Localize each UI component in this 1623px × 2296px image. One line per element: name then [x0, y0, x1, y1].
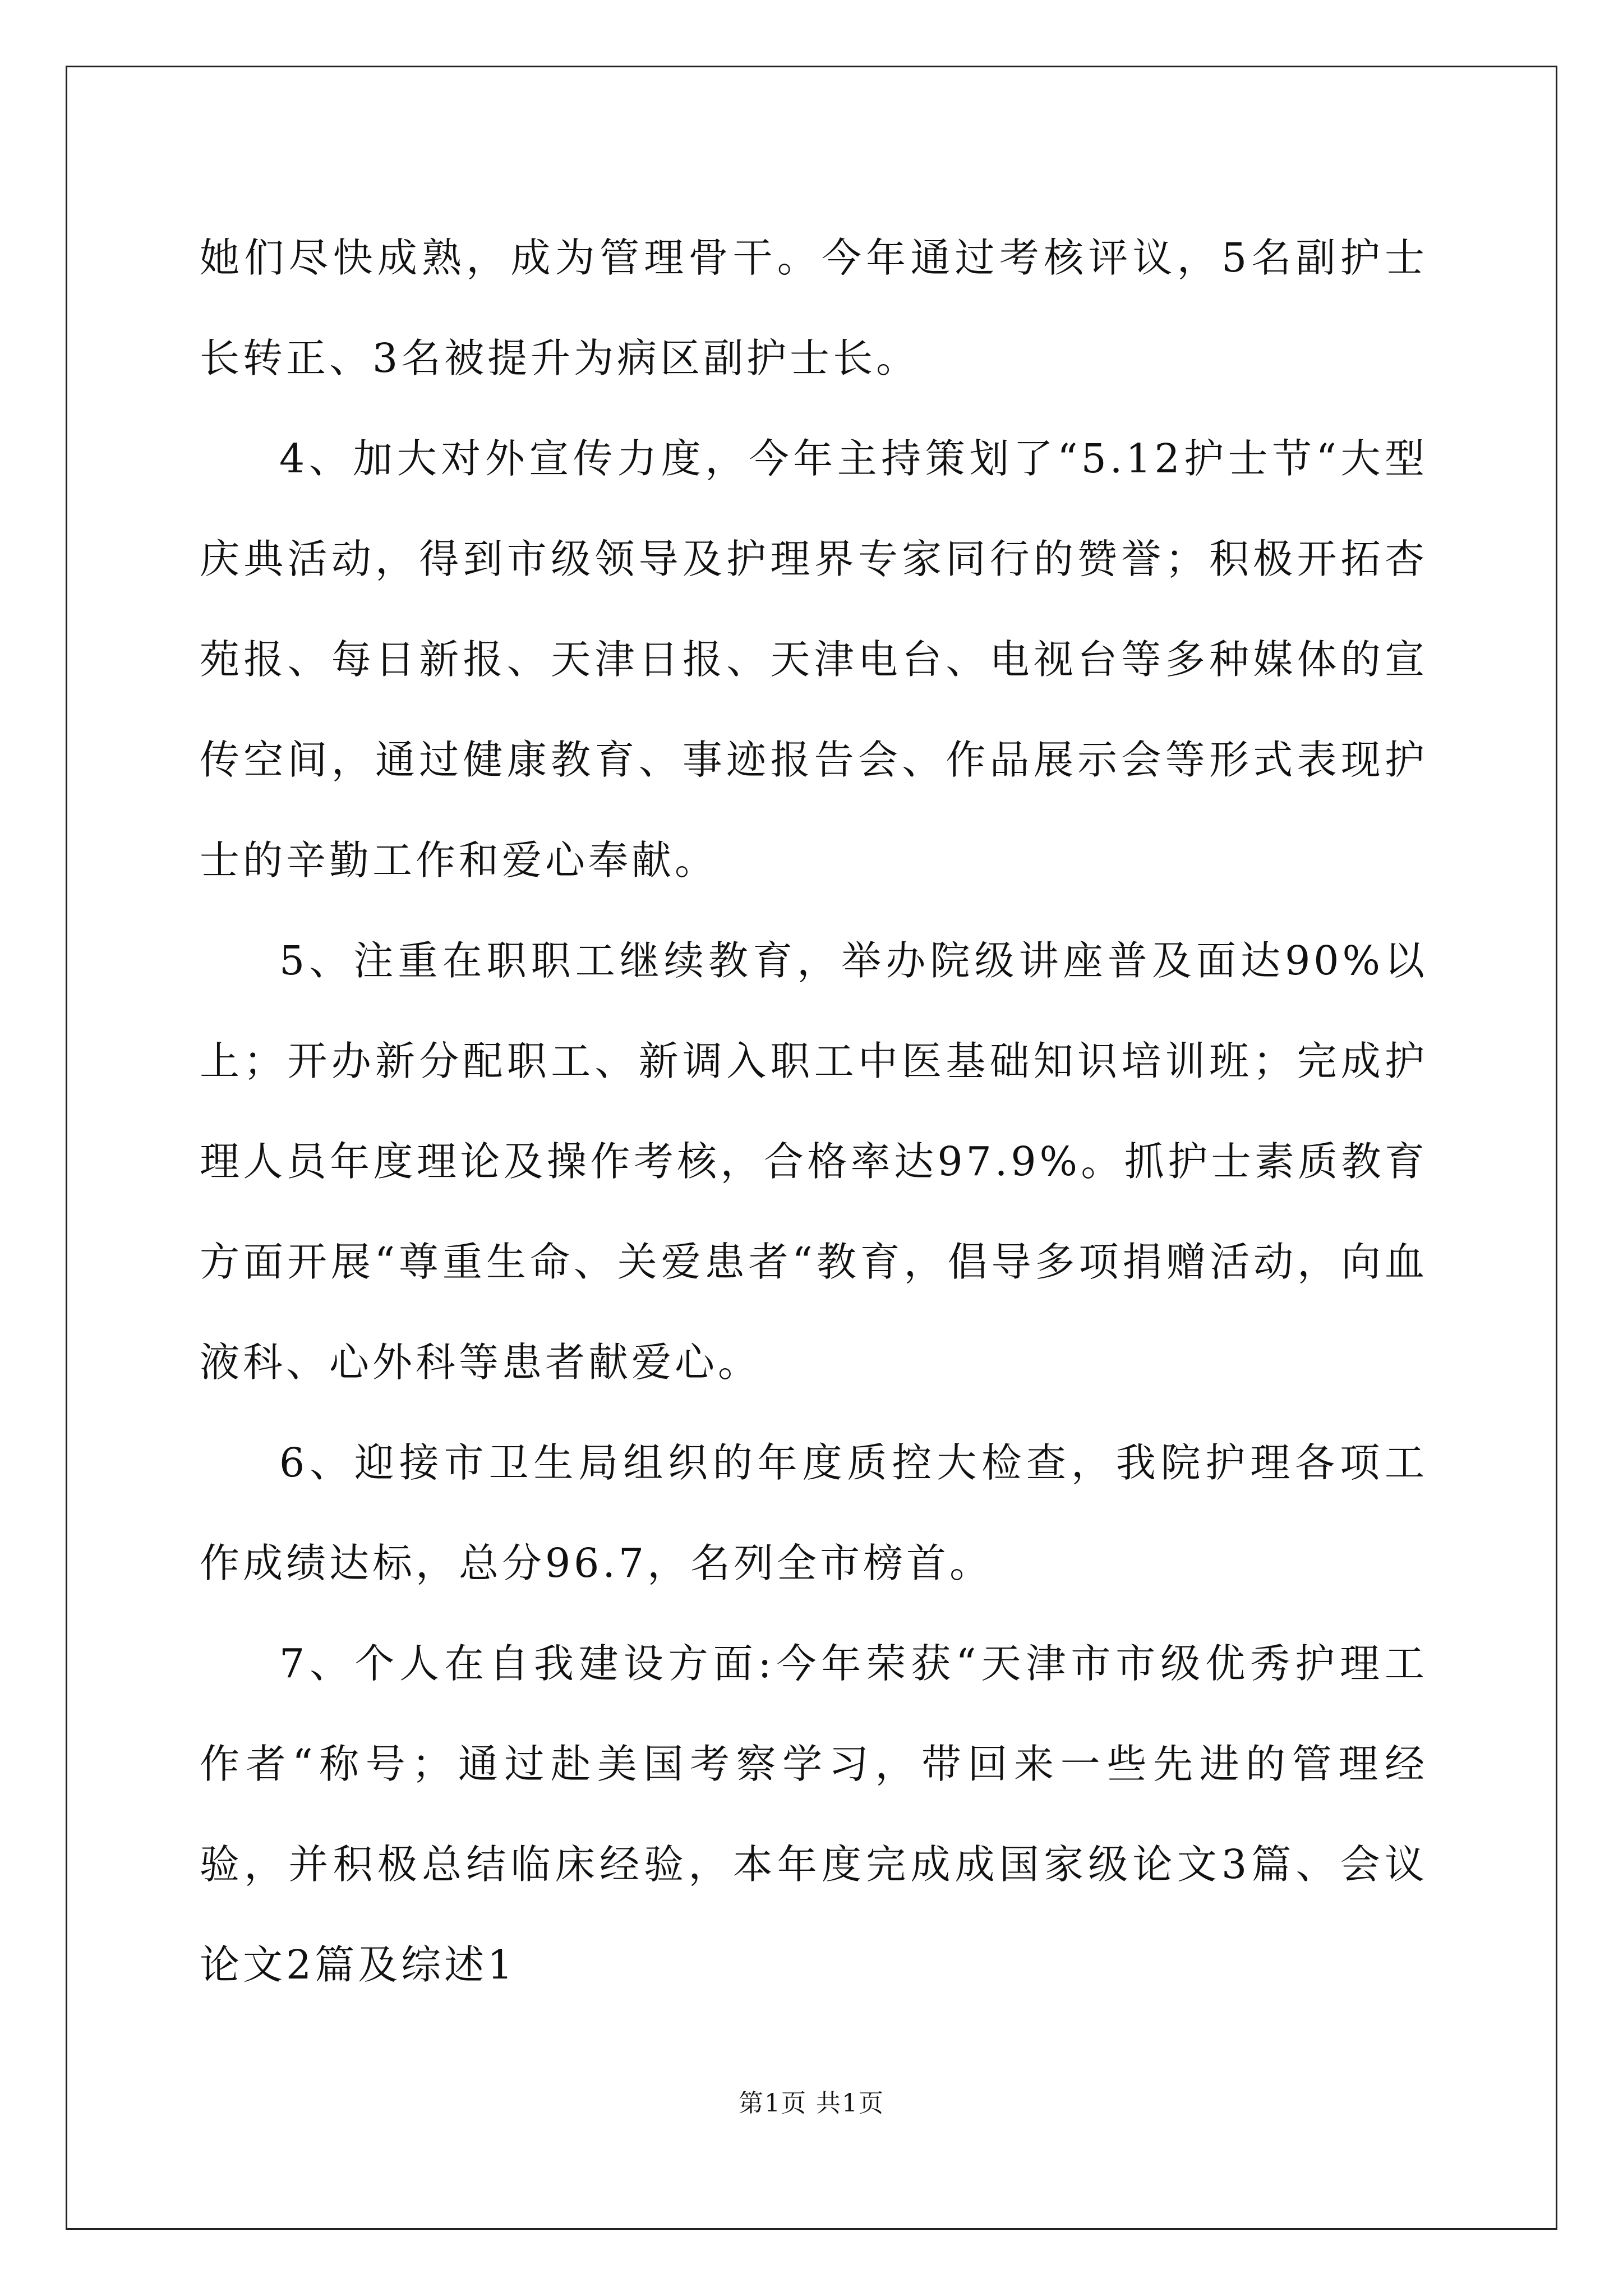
paragraph-item-4: 4、加大对外宣传力度，今年主持策划了“5.12护士节“大型庆典活动，得到市级领导及护理界专家同行的赞誉；积极开拓杏苑报、每日新报、天津日报、天津电台、电视台等多种媒体的宣传空间，通过健康教育、事迹报告会、作品展示会等形式表现护士的辛勤工作和爱心奉献。: [200, 435, 1428, 884]
page-footer: 第1页 共1页: [739, 2089, 884, 2118]
document-body: [200, 208, 1428, 2015]
paragraph-item-7: 7、个人在自我建设方面:今年荣获“天津市市级优秀护理工作者“称号；通过赴美国考察学习，带回来一些先进的管理经验，并积极总结临床经验，本年度完成成国家级论文3篇、会议论文2篇及综述1: [200, 1640, 1428, 1988]
paragraph-continuation: 她们尽快成熟，成为管理骨干。今年通过考核评议，5名副护士长转正、3名被提升为病区副护士长。: [200, 234, 1428, 381]
paragraph-item-6: 6、迎接市卫生局组织的年度质控大检查，我院护理各项工作成绩达标，总分96.7，名列全市榜首。: [200, 1439, 1428, 1586]
paragraph-item-5: 5、注重在职职工继续教育，举办院级讲座普及面达90%以上；开办新分配职工、新调入职工中医基础知识培训班；完成护理人员年度理论及操作考核，合格率达97.9%。抓护士素质教育方面开展“尊重生命、关爱患者“教育，倡导多项捐赠活动，向血液科、心外科等患者献爱心。: [200, 937, 1428, 1386]
